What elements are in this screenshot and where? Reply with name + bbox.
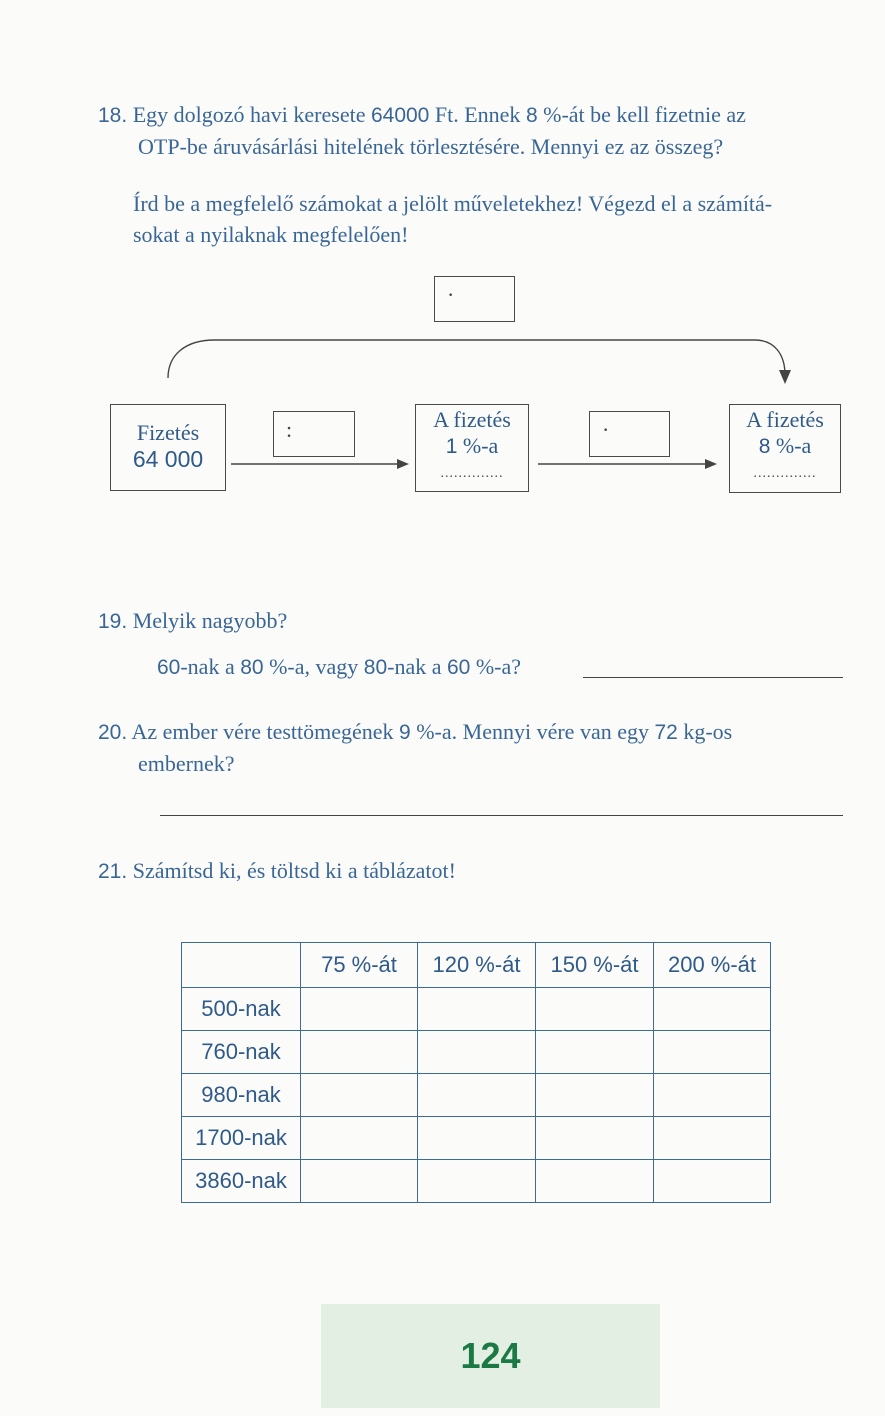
table-row-header: 3860-nak: [182, 1160, 301, 1203]
table-answer-cell[interactable]: [301, 1160, 418, 1203]
table-answer-cell[interactable]: [418, 988, 536, 1031]
table-column-header: 150 %-át: [536, 943, 654, 988]
table-answer-cell[interactable]: [418, 1031, 536, 1074]
table-answer-cell[interactable]: [536, 988, 654, 1031]
table-row-header: 980-nak: [182, 1074, 301, 1117]
problem-21-title: 21. Számítsd ki, és töltsd ki a táblázatot!: [98, 858, 456, 883]
table-answer-cell[interactable]: [301, 988, 418, 1031]
table-answer-cell[interactable]: [301, 1031, 418, 1074]
page-number: 124: [460, 1335, 521, 1376]
table-row: [182, 1117, 771, 1160]
table-column-header: 120 %-át: [418, 943, 536, 988]
table-answer-cell[interactable]: [536, 1117, 654, 1160]
table-answer-cell[interactable]: [418, 1074, 536, 1117]
table-answer-cell[interactable]: [418, 1160, 536, 1203]
table-row: [182, 1031, 771, 1074]
table-row-header: 1700-nak: [182, 1117, 301, 1160]
table-answer-cell[interactable]: [536, 1031, 654, 1074]
table-answer-cell[interactable]: [654, 1117, 771, 1160]
table-row-header: 760-nak: [182, 1031, 301, 1074]
table-answer-cell[interactable]: [536, 1074, 654, 1117]
problem-number: 18.: [98, 104, 128, 127]
problem-18-text: 18. Egy dolgozó havi keresete 64000 Ft. Ennek 8 %-át be kell fizetnie az OTP-be áruvásárlási hitelének törlesztésére. Mennyi ez az összeg?: [98, 102, 746, 159]
top-operation-box[interactable]: ·: [434, 276, 515, 322]
table-column-header: 200 %-át: [654, 943, 771, 988]
percentage-table: [181, 942, 771, 1203]
one-percent-box[interactable]: A fizetés 1 %-a ..............: [415, 404, 529, 492]
table-answer-cell[interactable]: [301, 1074, 418, 1117]
divide-operation-box[interactable]: :: [273, 411, 355, 457]
table-answer-cell[interactable]: [654, 1160, 771, 1203]
salary-box: Fizetés 64 000: [110, 404, 226, 491]
table-row: [182, 1160, 771, 1203]
table-answer-cell[interactable]: [301, 1117, 418, 1160]
problem-19-question: 60-nak a 80 %-a, vagy 80-nak a 60 %-a?: [157, 654, 522, 679]
page-number-badge: [321, 1304, 660, 1408]
table-answer-cell[interactable]: [654, 988, 771, 1031]
table-answer-cell[interactable]: [536, 1160, 654, 1203]
problem-20-text: 20. Az ember vére testtömegének 9 %-a. Mennyi vére van egy 72 kg-os embernek?: [98, 719, 733, 776]
problem-19-title: 19. Melyik nagyobb?: [98, 608, 288, 633]
table-row-header: 500-nak: [182, 988, 301, 1031]
table-corner-cell: [182, 943, 301, 988]
eight-percent-box[interactable]: A fizetés 8 %-a ..............: [729, 404, 841, 493]
table-answer-cell[interactable]: [654, 1031, 771, 1074]
problem-18-instructions: Írd be a megfelelő számokat a jelölt műveletekhez! Végezd el a számítá- sokat a nyilaknak megfelelően!: [133, 191, 773, 247]
answer-line-19[interactable]: [583, 677, 843, 678]
table-row: [182, 988, 771, 1031]
table-row: [182, 1074, 771, 1117]
table-answer-cell[interactable]: [654, 1074, 771, 1117]
multiply-operation-box[interactable]: ·: [589, 411, 670, 457]
table-answer-cell[interactable]: [418, 1117, 536, 1160]
table-column-header: 75 %-át: [301, 943, 418, 988]
answer-line-20[interactable]: [160, 815, 843, 816]
table-header-row: [182, 943, 771, 988]
